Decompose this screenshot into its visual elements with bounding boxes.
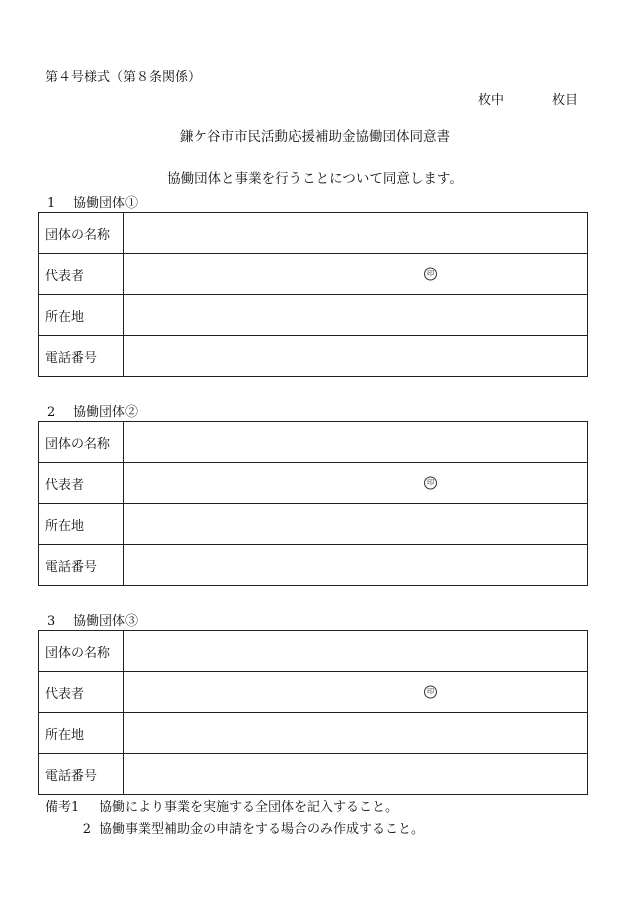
representative-field[interactable] [124, 463, 588, 504]
table-row [39, 672, 588, 713]
seal-mark-icon: 印 [424, 686, 437, 699]
section-title: 協働団体② [73, 405, 139, 420]
sheet-current-label: 枚目 [552, 93, 579, 108]
note-number: 2 [82, 822, 91, 837]
note-number: 1 [71, 800, 80, 815]
note-text: 協働により事業を実施する全団体を記入すること。 [99, 800, 399, 815]
representative-label: 代表者 [39, 463, 124, 504]
section-number: 1 [47, 196, 56, 211]
table-row [39, 754, 588, 795]
phone-label: 電話番号 [39, 545, 124, 586]
table-row [39, 213, 588, 254]
seal-mark-icon: 印 [424, 477, 437, 490]
section-heading-3 [47, 610, 138, 629]
address-label: 所在地 [39, 713, 124, 754]
document-title: 鎌ケ谷市市民活動応援補助金協働団体同意書 [180, 129, 450, 145]
table-row [39, 631, 588, 672]
org-name-field[interactable] [124, 422, 588, 463]
representative-label: 代表者 [39, 672, 124, 713]
sheet-count [478, 89, 578, 108]
table-row [39, 504, 588, 545]
note-item [45, 819, 424, 841]
phone-label: 電話番号 [39, 754, 124, 795]
table-row [39, 463, 588, 504]
consent-statement: 協働団体と事業を行うことについて同意します。 [167, 171, 463, 187]
section-heading-1 [47, 192, 138, 211]
org-table-3 [38, 630, 588, 795]
section-title: 協働団体① [73, 196, 139, 211]
phone-field[interactable] [124, 754, 588, 795]
notes-label [45, 797, 99, 819]
phone-field[interactable] [124, 545, 588, 586]
table-row [39, 713, 588, 754]
address-label: 所在地 [39, 295, 124, 336]
org-name-field[interactable] [124, 213, 588, 254]
representative-field[interactable] [124, 672, 588, 713]
org-name-field[interactable] [124, 631, 588, 672]
representative-label: 代表者 [39, 254, 124, 295]
table-row [39, 545, 588, 586]
notes [45, 797, 424, 841]
form-number: 第４号様式（第８条関係） [45, 70, 202, 85]
org-table-1 [38, 212, 588, 377]
table-row [39, 254, 588, 295]
phone-label: 電話番号 [39, 336, 124, 377]
table-row [39, 422, 588, 463]
phone-field[interactable] [124, 336, 588, 377]
section-title: 協働団体③ [73, 614, 139, 629]
table-row [39, 336, 588, 377]
address-field[interactable] [124, 504, 588, 545]
section-heading-2 [47, 401, 138, 420]
address-field[interactable] [124, 713, 588, 754]
org-name-label: 団体の名称 [39, 631, 124, 672]
note-item [45, 797, 424, 819]
table-row [39, 295, 588, 336]
address-label: 所在地 [39, 504, 124, 545]
section-number: 2 [47, 405, 56, 420]
seal-mark-icon: 印 [424, 268, 437, 281]
address-field[interactable] [124, 295, 588, 336]
representative-field[interactable] [124, 254, 588, 295]
org-name-label: 団体の名称 [39, 213, 124, 254]
org-table-2 [38, 421, 588, 586]
sheet-total-label: 枚中 [478, 93, 505, 108]
section-number: 3 [47, 614, 56, 629]
org-name-label: 団体の名称 [39, 422, 124, 463]
note-text: 協働事業型補助金の申請をする場合のみ作成すること。 [99, 822, 425, 837]
notes-label-text: 備考 [45, 800, 72, 815]
